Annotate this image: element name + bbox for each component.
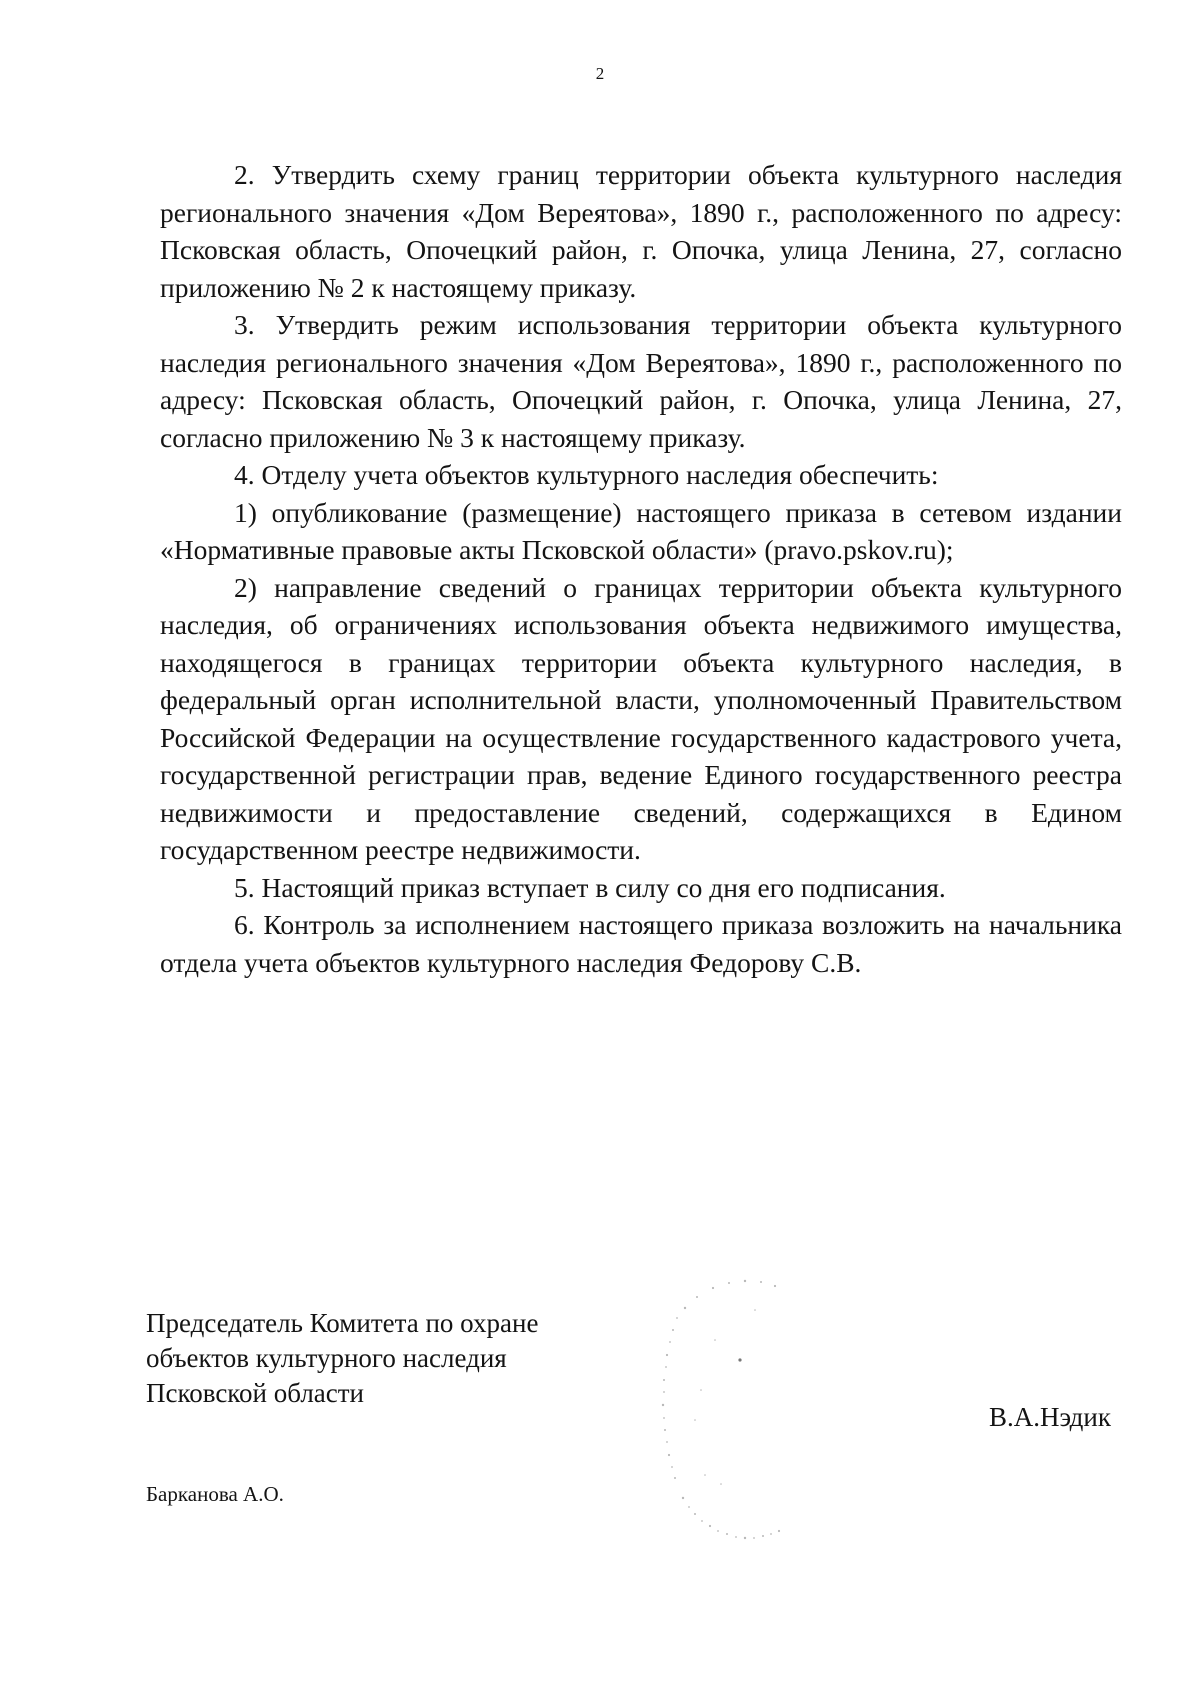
paragraph-item-2: 2. Утвердить схему границ территории объекта культурного наследия регионального значения «Дом Вереятова», 1890 г., расположенного по адресу: Псковская область, Опочецкий район, г. Опочка, улица Ленина, 27, согласно приложению № 2 к настоящему приказу.	[160, 159, 1122, 303]
paragraph-item-3: 3. Утвердить режим использования территории объекта культурного наследия регионального значения «Дом Вереятова», 1890 г., расположенного по адресу: Псковская область, Опочецкий район, г. Опочка, улица Ленина, 27, согласно приложению № 3 к настоящему приказу.	[160, 309, 1122, 453]
signatory-title-line: Псковской области	[146, 1378, 365, 1408]
paragraph-item-5: 5. Настоящий приказ вступает в силу со дня его подписания.	[234, 871, 946, 903]
paragraph-item-4: 4. Отделу учета объектов культурного наследия обеспечить:	[234, 459, 939, 490]
paragraph-subitem-2: 2) направление сведений о границах территории объекта культурного наследия, об ограничениях использования объекта недвижимого имущества, находящегося в границах территории объекта культурного наследия, в федеральный орган исполнительной власти, уполномоченный Правительством Российской Федерации на осуществление государственного кадастрового учета, государственной регистрации прав, ведение Единого государственного реестра недвижимости и предоставление сведений, содержащихся в Едином государственном реестре недвижимости.	[160, 571, 1122, 865]
signatory-title	[146, 1306, 538, 1411]
paragraph-item-6: 6. Контроль за исполнением настоящего приказа возложить на начальника отдела учета объектов культурного наследия Федорову С.В.	[160, 909, 1122, 978]
signatory-title-line: Председатель Комитета по охране	[146, 1308, 539, 1338]
page-number: 2	[595, 64, 605, 83]
executor-name: Барканова А.О.	[146, 1482, 284, 1506]
paragraph-subitem-1: 1) опубликование (размещение) настоящего приказа в сетевом издании «Нормативные правовые акты Псковской области» (pravo.pskov.ru);	[160, 496, 1122, 565]
signatory-name: В.А.Нэдик	[988, 1402, 1111, 1432]
stamp-impression	[655, 1270, 885, 1550]
signatory-title-line: объектов культурного наследия	[146, 1343, 507, 1373]
order-body	[160, 156, 1122, 981]
